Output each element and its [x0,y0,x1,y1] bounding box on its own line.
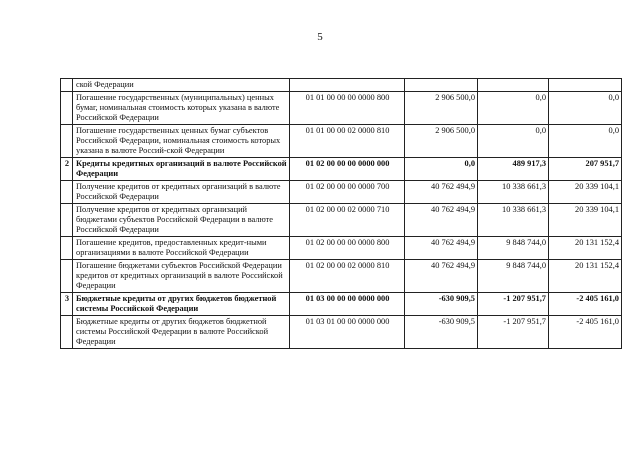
table-row [61,293,622,316]
row-name-cell: Погашение государственных (муниципальных) ценных бумаг, номинальная стоимость которых указана в валюте Российской Федерации [73,92,290,125]
row-code-cell: 01 02 00 00 00 0000 700 [290,181,405,204]
row-code-cell: 01 03 00 00 00 0000 000 [290,293,405,316]
row-value-2-cell: -1 207 951,7 [478,316,549,349]
row-value-2-cell: 9 848 744,0 [478,237,549,260]
row-value-3-cell: 20 131 152,4 [549,237,622,260]
row-value-2-cell [478,79,549,92]
row-code-cell: 01 02 00 00 00 0000 800 [290,237,405,260]
row-name-cell: Получение кредитов от кредитных организаций в валюте Российской Федерации [73,181,290,204]
row-number-cell [61,260,73,293]
row-number-cell [61,125,73,158]
row-number-cell [61,181,73,204]
row-value-1-cell [405,79,478,92]
row-name-cell: Получение кредитов от кредитных организаций бюджетами субъектов Российской Федерации в валюте Российской Федерации [73,204,290,237]
row-name-cell: Погашение бюджетами субъектов Российской Федерации кредитов от кредитных организаций в валюте Российской Федерации [73,260,290,293]
row-value-1-cell: -630 909,5 [405,316,478,349]
budget-sources-table [60,78,622,349]
row-value-3-cell: 20 131 152,4 [549,260,622,293]
row-number-cell: 2 [61,158,73,181]
row-code-cell: 01 02 00 00 00 0000 000 [290,158,405,181]
row-number-cell [61,237,73,260]
row-name-cell: Кредиты кредитных организаций в валюте Российской Федерации [73,158,290,181]
row-value-2-cell: 10 338 661,3 [478,204,549,237]
row-value-3-cell: 0,0 [549,92,622,125]
row-name-cell: Бюджетные кредиты от других бюджетов бюджетной системы Российской Федерации в валюте Российской Федерации [73,316,290,349]
table-row [61,158,622,181]
table-row [61,181,622,204]
row-value-1-cell: 40 762 494,9 [405,204,478,237]
row-number-cell [61,92,73,125]
row-number-cell: 3 [61,293,73,316]
page-number: 5 [317,31,323,43]
row-number-cell [61,79,73,92]
row-value-2-cell: 489 917,3 [478,158,549,181]
row-value-3-cell: 20 339 104,1 [549,204,622,237]
table-row [61,79,622,92]
row-value-1-cell: 2 906 500,0 [405,92,478,125]
table-row [61,204,622,237]
row-value-3-cell: 207 951,7 [549,158,622,181]
row-code-cell [290,79,405,92]
table-row [61,125,622,158]
row-value-1-cell: 40 762 494,9 [405,260,478,293]
row-value-3-cell [549,79,622,92]
row-value-3-cell: 20 339 104,1 [549,181,622,204]
row-name-cell: Погашение кредитов, предоставленных кредит-ными организациями в валюте Российской Федерации [73,237,290,260]
table-row [61,92,622,125]
row-code-cell: 01 02 00 00 02 0000 710 [290,204,405,237]
row-value-2-cell: -1 207 951,7 [478,293,549,316]
row-code-cell: 01 03 01 00 00 0000 000 [290,316,405,349]
table-body [61,79,622,349]
row-value-1-cell: 40 762 494,9 [405,181,478,204]
row-name-cell: Погашение государственных ценных бумаг субъектов Российской Федерации, номинальная стоимость которых указана в валюте Россий-ской Федерации [73,125,290,158]
row-value-3-cell: -2 405 161,0 [549,293,622,316]
row-number-cell [61,204,73,237]
row-value-1-cell: 2 906 500,0 [405,125,478,158]
row-code-cell: 01 01 00 00 00 0000 800 [290,92,405,125]
row-value-2-cell: 0,0 [478,125,549,158]
row-number-cell [61,316,73,349]
row-code-cell: 01 02 00 00 02 0000 810 [290,260,405,293]
table-row [61,260,622,293]
row-value-1-cell: 0,0 [405,158,478,181]
row-code-cell: 01 01 00 00 02 0000 810 [290,125,405,158]
table-row [61,316,622,349]
row-value-1-cell: -630 909,5 [405,293,478,316]
row-value-2-cell: 9 848 744,0 [478,260,549,293]
row-value-3-cell: -2 405 161,0 [549,316,622,349]
row-value-2-cell: 10 338 661,3 [478,181,549,204]
table-row [61,237,622,260]
row-value-3-cell: 0,0 [549,125,622,158]
row-name-cell: ской Федерации [73,79,290,92]
row-value-2-cell: 0,0 [478,92,549,125]
row-value-1-cell: 40 762 494,9 [405,237,478,260]
row-name-cell: Бюджетные кредиты от других бюджетов бюджетной системы Российской Федерации [73,293,290,316]
